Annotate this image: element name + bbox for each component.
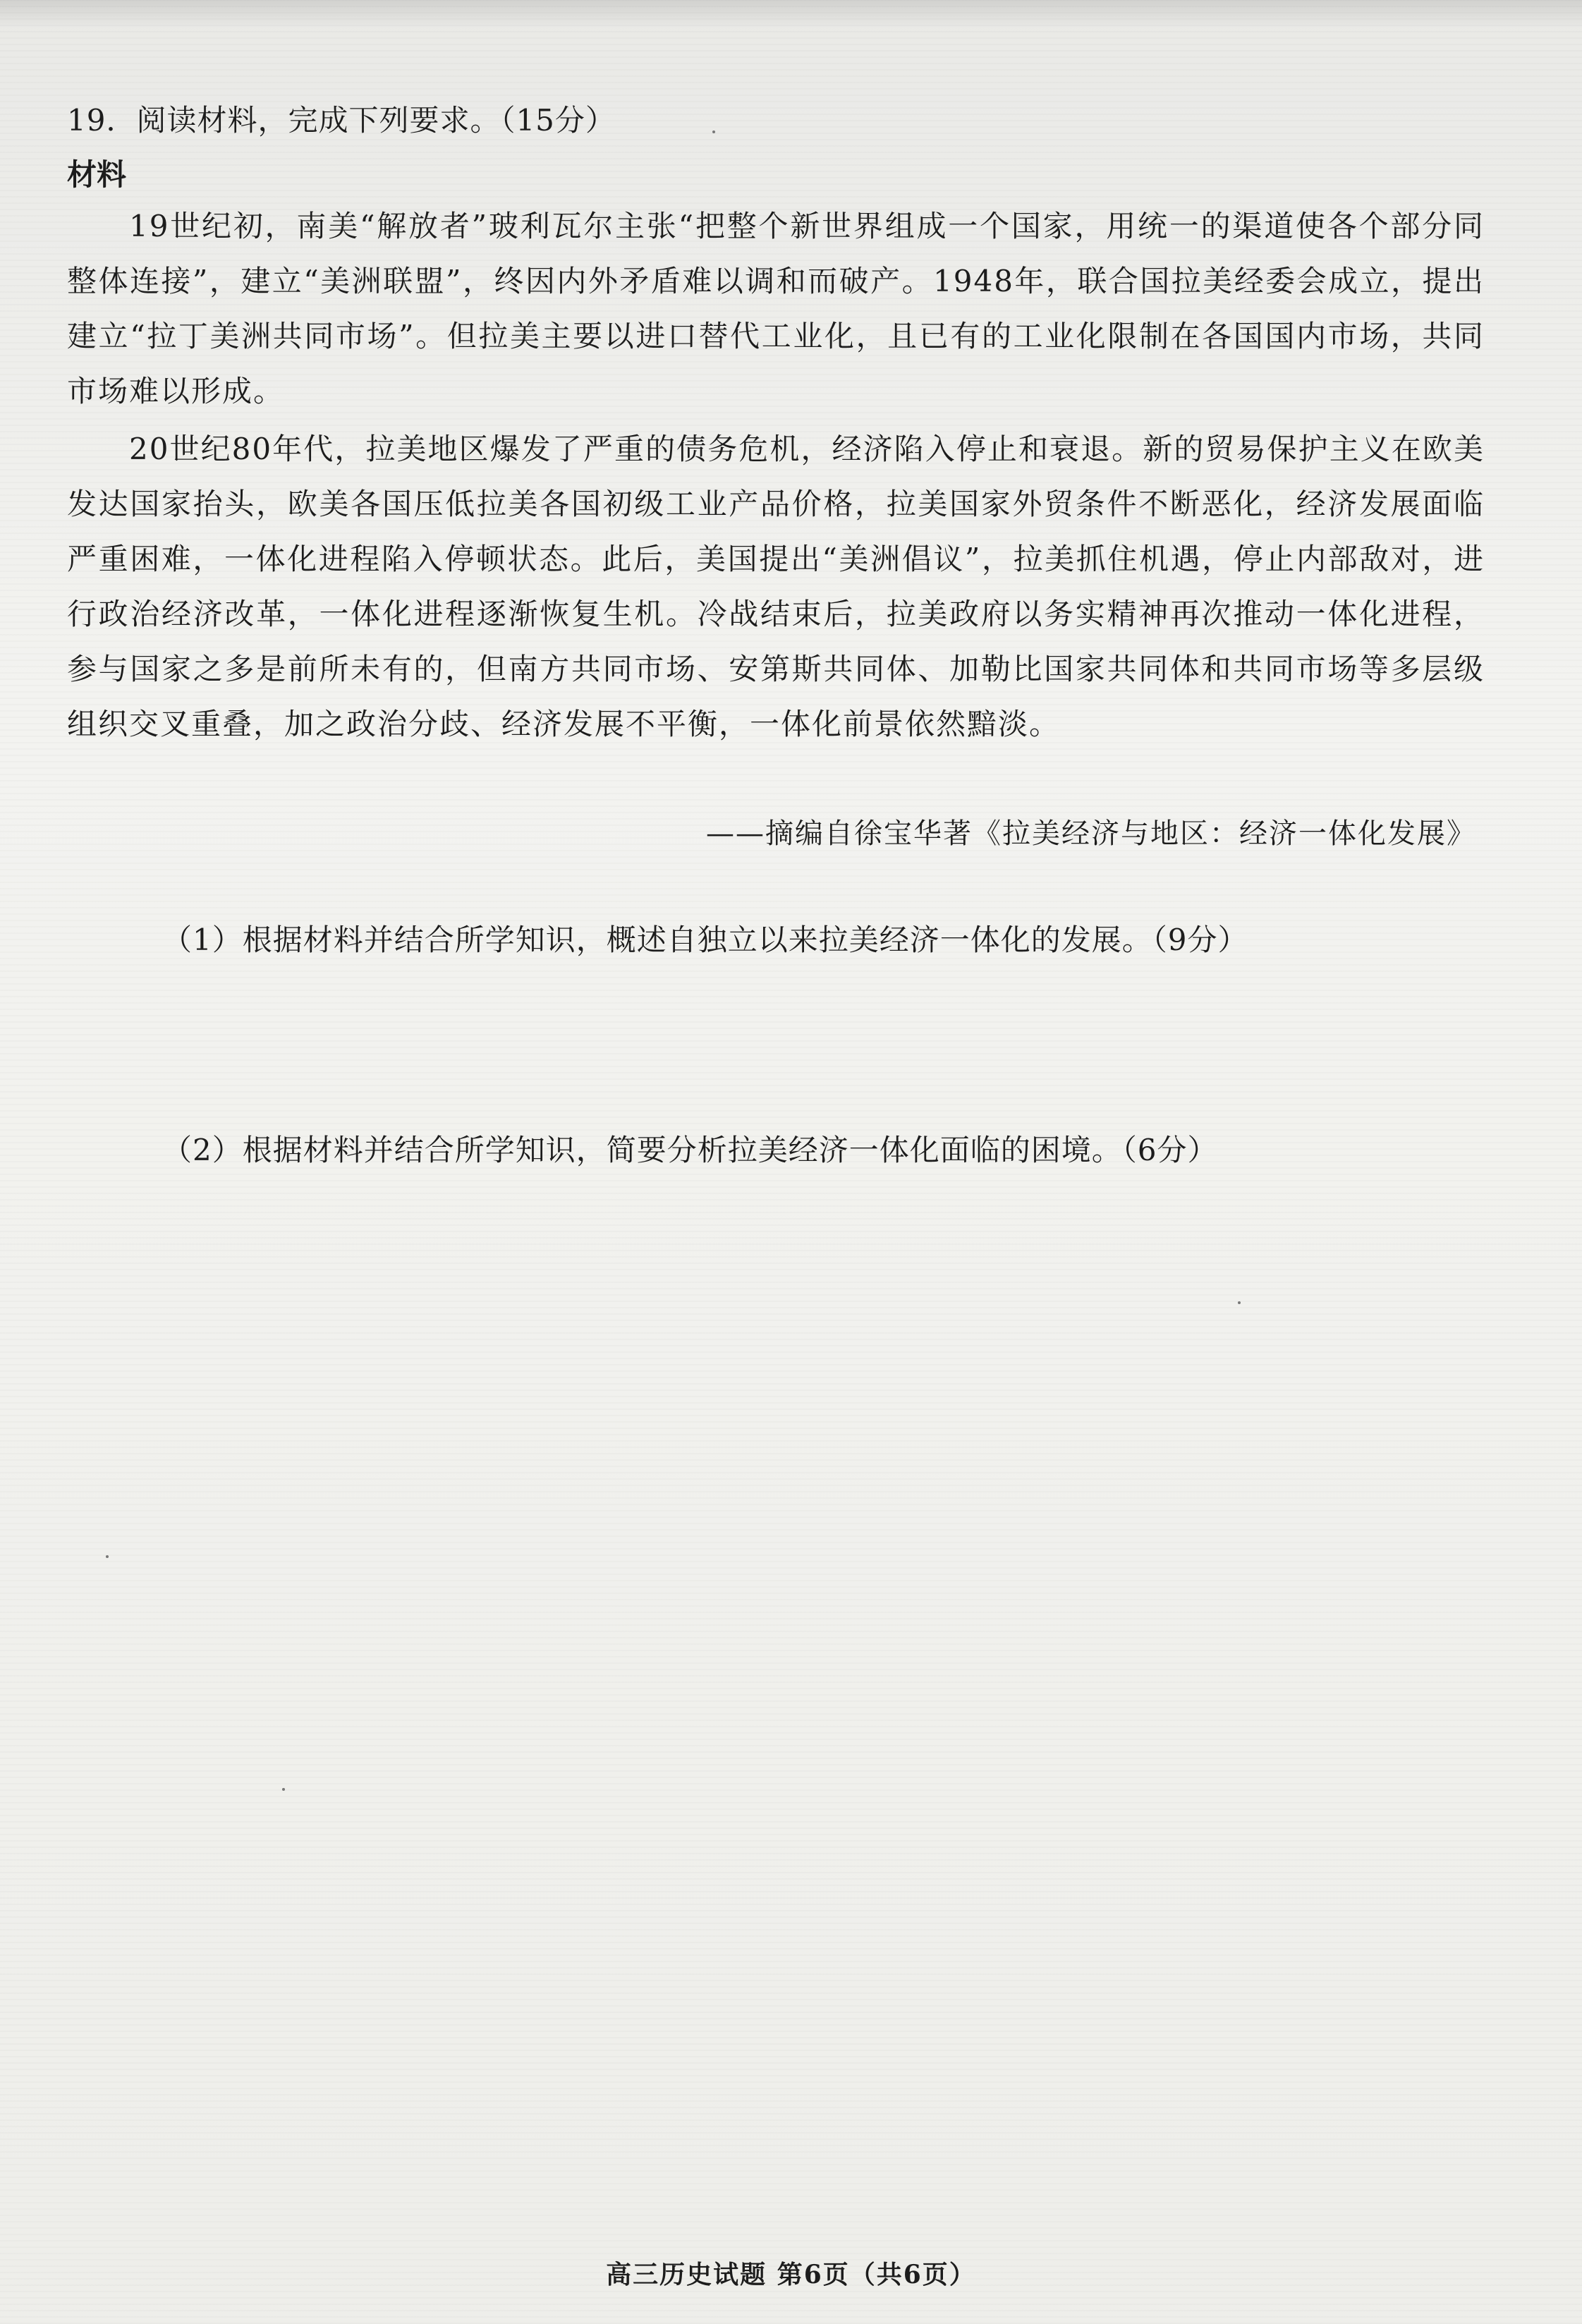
scan-speck <box>712 130 715 133</box>
material-source: ——摘编自徐宝华著《拉美经济与地区：经济一体化发展》 <box>706 817 1476 850</box>
material-paragraph-1: 19世纪初，南美“解放者”玻利瓦尔主张“把整个新世界组成一个国家，用统一的渠道使各个部分同整体连接”，建立“美洲联盟”，终因内外矛盾难以调和而破产。1948年，联合国拉美经委会成立，提出建立“拉丁美洲共同市场”。但拉美主要以进口替代工业化，且已有的工业化限制在各国国内市场，共同市场难以形成。 <box>67 209 1485 408</box>
scan-speck <box>106 1555 109 1558</box>
scan-speck <box>1238 1301 1241 1304</box>
question-title: 19．阅读材料，完成下列要求。（15分） <box>67 103 616 138</box>
material-paragraph-2: 20世纪80年代，拉美地区爆发了严重的债务危机，经济陷入停止和衰退。新的贸易保护主义在欧美发达国家抬头，欧美各国压低拉美各国初级工业产品价格，拉美国家外贸条件不断恶化，经济发展面临严重困难，一体化进程陷入停顿状态。此后，美国提出“美洲倡议”，拉美抓住机遇，停止内部敌对，进行政治经济改革，一体化进程逐渐恢复生机。冷战结束后，拉美政府以务实精神再次推动一体化进程，参与国家之多是前所未有的，但南方共同市场、安第斯共同体、加勒比国家共同体和共同市场等多层级组织交叉重叠，加之政治分歧、经济发展不平衡，一体化前景依然黯淡。 <box>67 432 1485 741</box>
scan-speck <box>282 1788 285 1791</box>
scan-edge-shadow <box>0 0 1582 28</box>
sub-question-2: （2）根据材料并结合所学知识，简要分析拉美经济一体化面临的困境。（6分） <box>162 1133 1218 1167</box>
material-label: 材料 <box>67 157 127 192</box>
sub-question-1: （1）根据材料并结合所学知识，概述自独立以来拉美经济一体化的发展。（9分） <box>162 923 1248 957</box>
page-footer: 高三历史试题 第6页（共6页） <box>606 2260 976 2289</box>
